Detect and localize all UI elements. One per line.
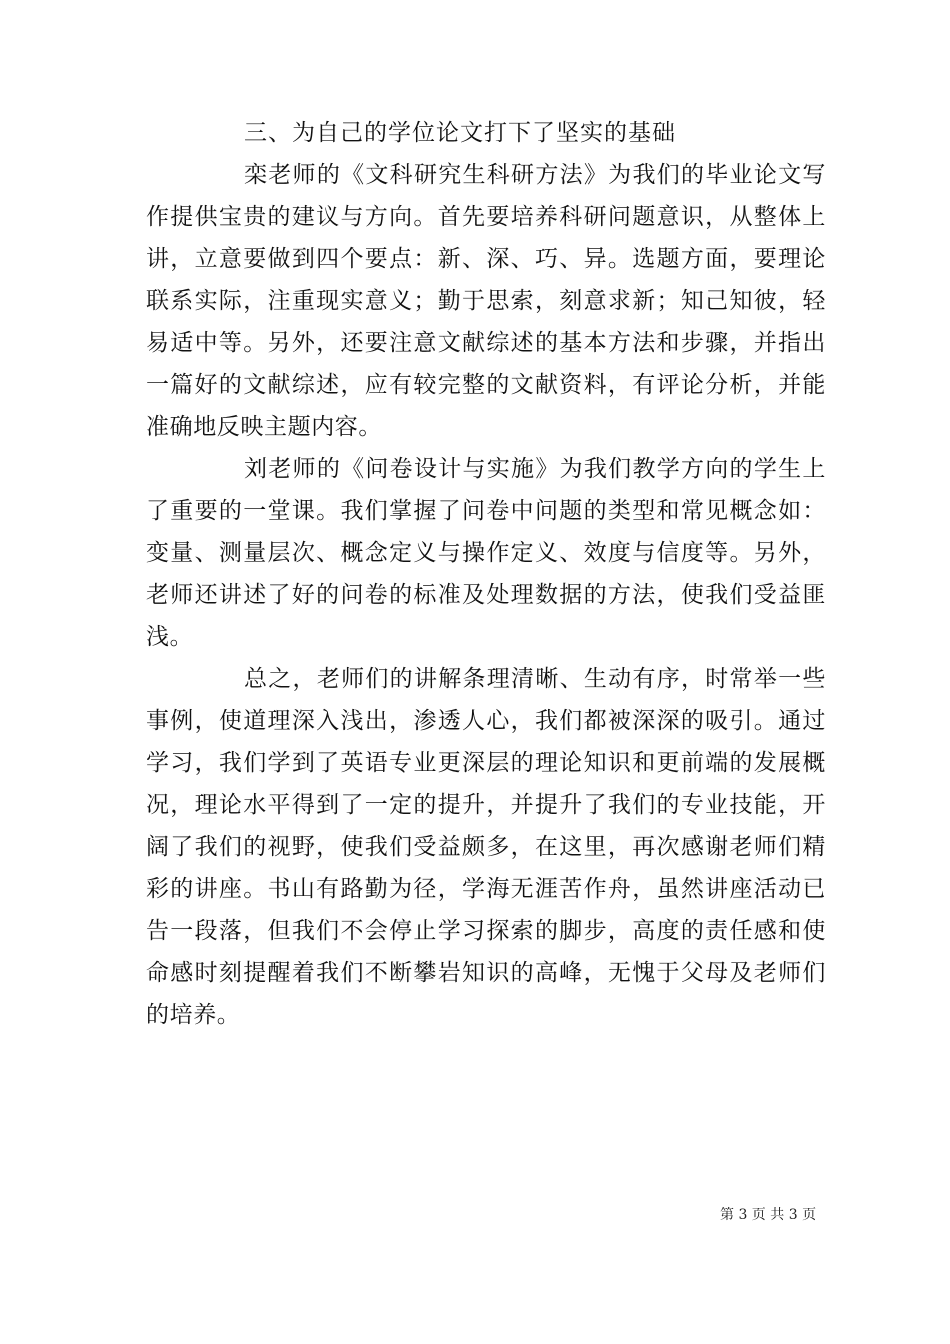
paragraph-research-methods: 栾老师的《文科研究生科研方法》为我们的毕业论文写作提供宝贵的建议与方向。首先要培养科研问题意识，从整体上讲，立意要做到四个要点：新、深、巧、异。选题方面，要理论联系实际，注重现实意义；勤于思索，刻意求新；知己知彼，轻易适中等。另外，还要注意文献综述的基本方法和步骤，并指出一篇好的文献综述，应有较完整的文献资料，有评论分析，并能准确地反映主题内容。: [146, 162, 826, 440]
paragraph-conclusion: 总之，老师们的讲解条理清晰、生动有序，时常举一些事例，使道理深入浅出，渗透人心，我们都被深深的吸引。通过学习，我们学到了英语专业更深层的理论知识和更前端的发展概况，理论水平得到了一定的提升，并提升了我们的专业技能，开阔了我们的视野，使我们受益颇多，在这里，再次感谢老师们精彩的讲座。书山有路勤为径，学海无涯苦作舟，虽然讲座活动已告一段落，但我们不会停止学习探索的脚步，高度的责任感和使命感时刻提醒着我们不断攀岩知识的高峰，无愧于父母及老师们的培养。: [146, 666, 826, 1028]
page-number-footer: 第 3 页 共 3 页: [720, 1207, 817, 1223]
section-heading: 三、为自己的学位论文打下了坚实的基础: [244, 120, 676, 146]
paragraph-questionnaire-design: 刘老师的《问卷设计与实施》为我们教学方向的学生上了重要的一堂课。我们掌握了问卷中问题的类型和常见概念如：变量、测量层次、概念定义与操作定义、效度与信度等。另外，老师还讲述了好的问卷的标准及处理数据的方法，使我们受益匪浅。: [146, 456, 826, 650]
document-body: [146, 112, 826, 1036]
